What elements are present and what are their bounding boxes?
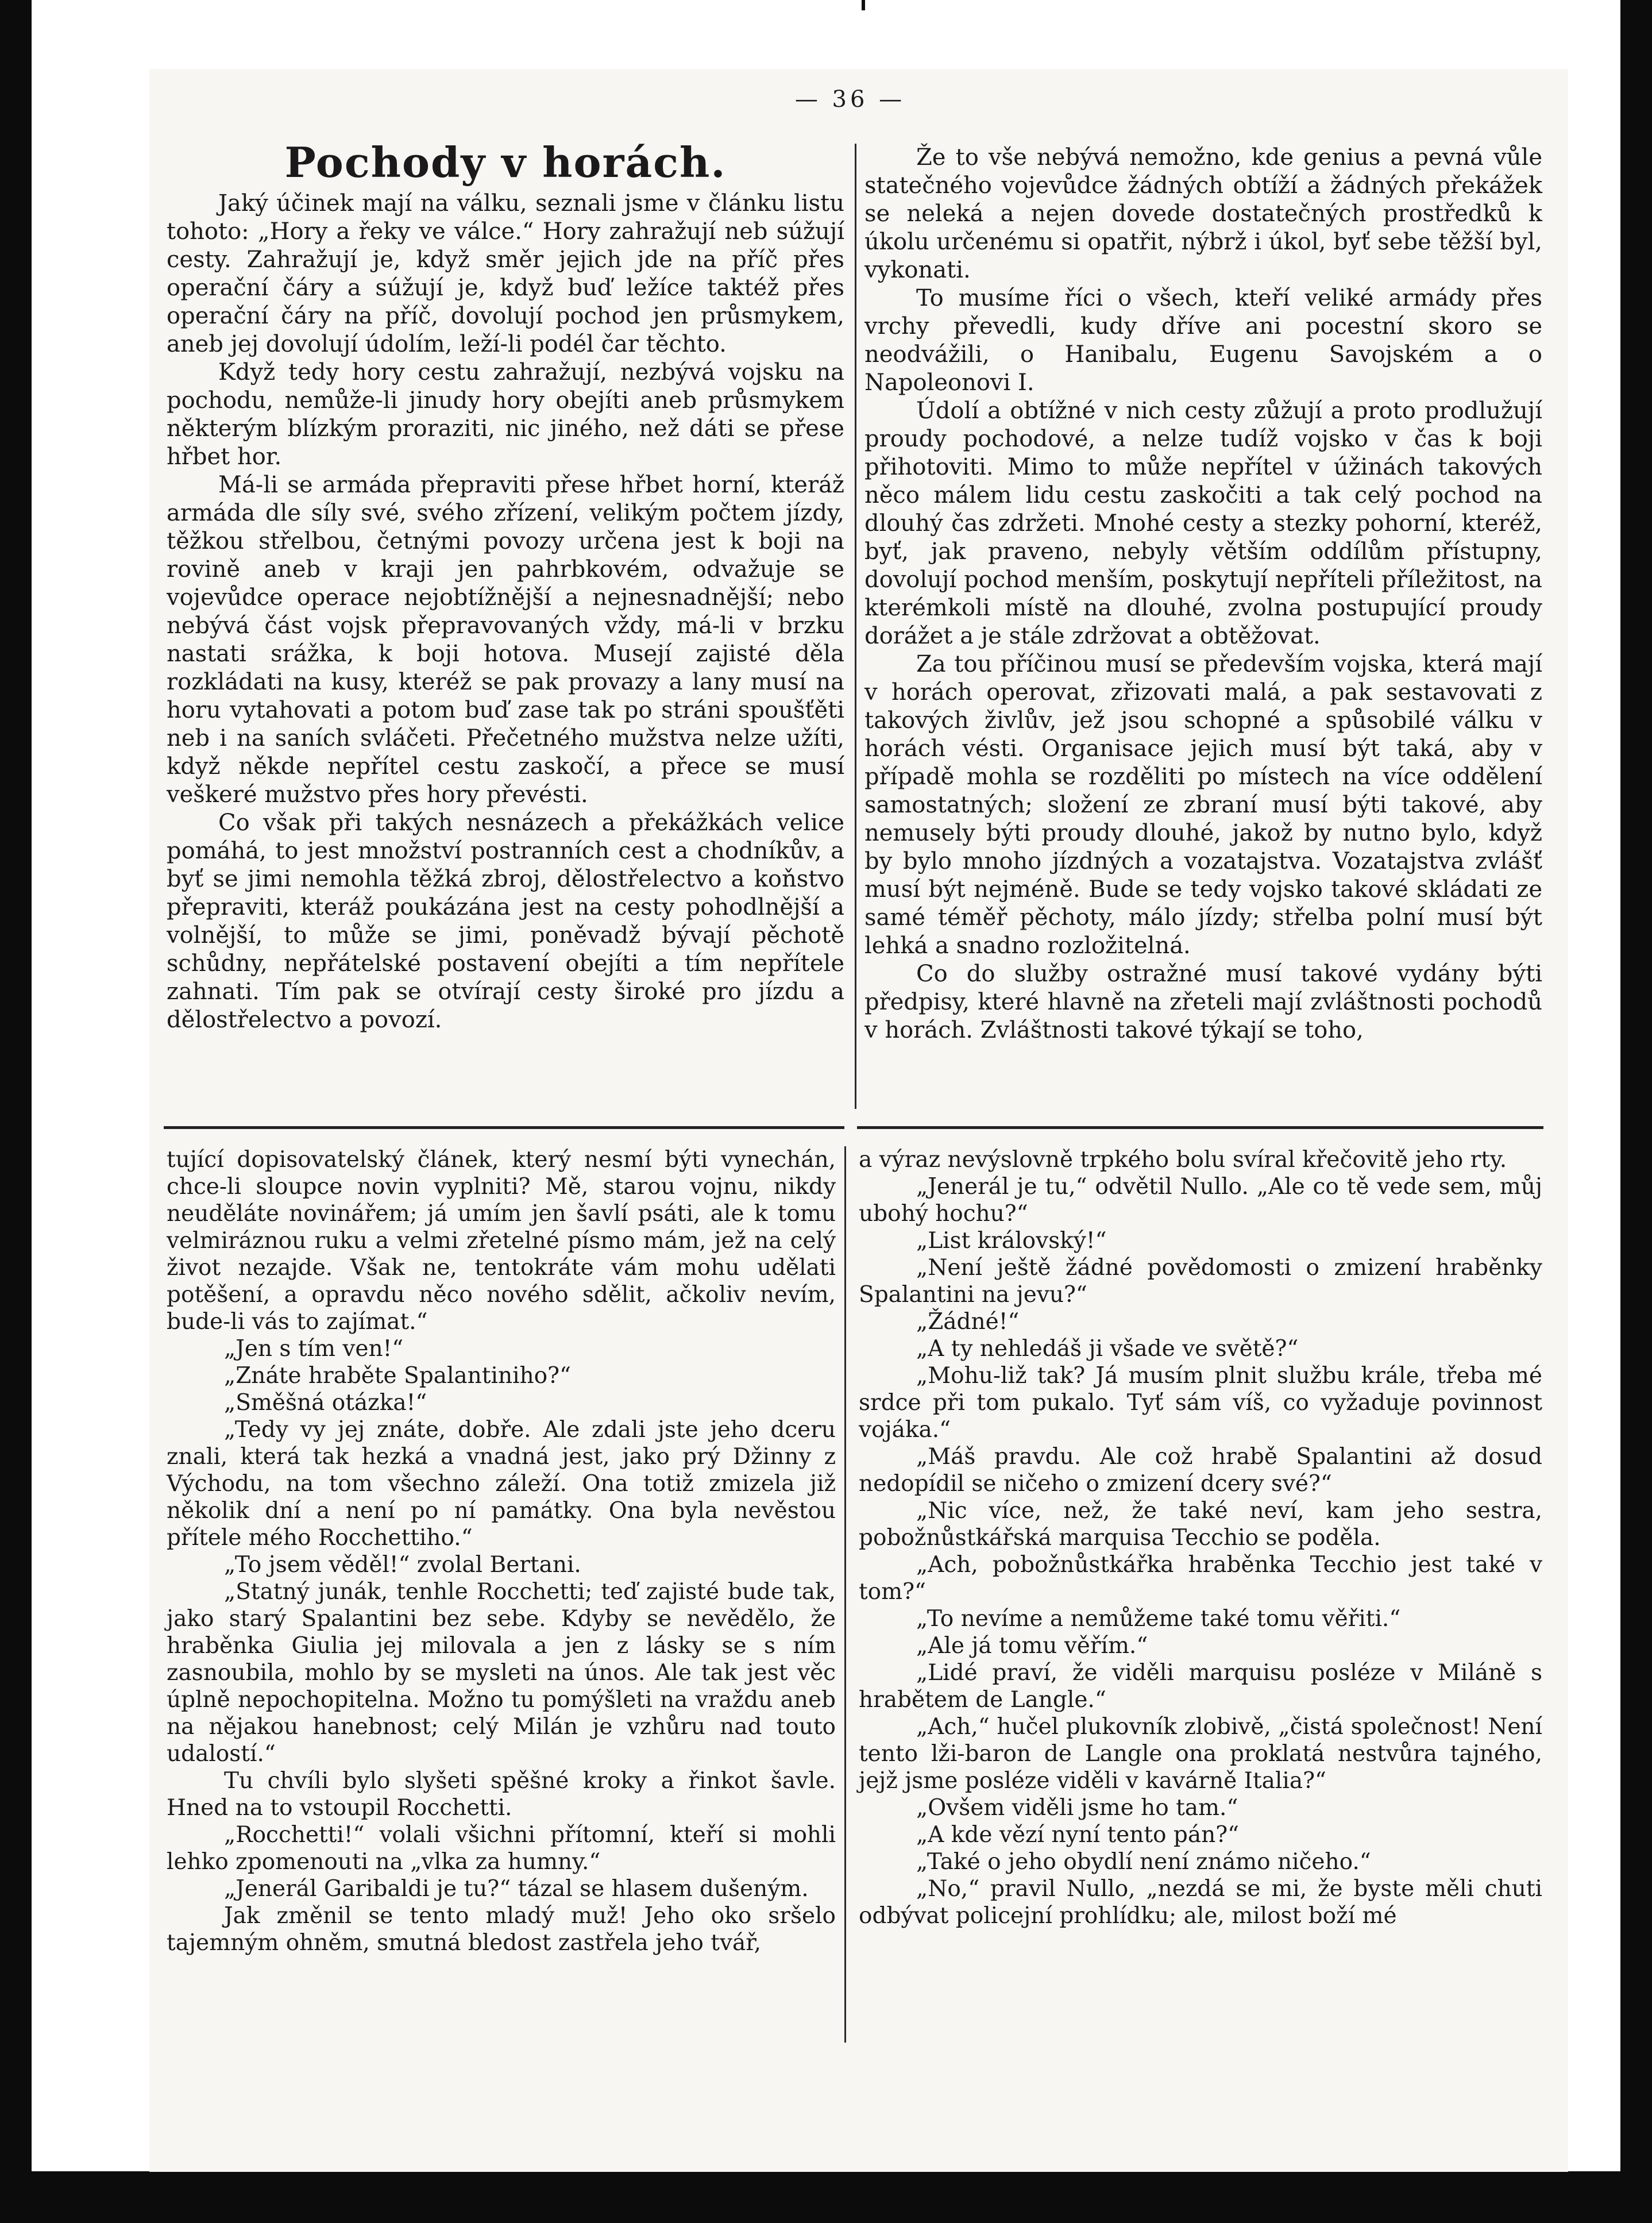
paragraph: „Ale já tomu věřím.“ [916, 1633, 1148, 1659]
scan-top-mark [862, 0, 865, 10]
scan-border-left [0, 0, 32, 2223]
column-rule-top [855, 144, 856, 1109]
column-rule-bottom [844, 1146, 846, 2043]
paragraph: „Ach,“ hučel plukovník zlobivě, „čistá společnost! Není tento lži-baron de Langle ona proklatá nestvůra tajného, jejž jsme posléze viděli v kavárně Italia?“ [859, 1714, 1542, 1794]
paragraph: „Není ještě žádné povědomosti o zmizení hraběnky Spalantini na jevu?“ [859, 1255, 1542, 1308]
paragraph: „A kde vězí nyní tento pán?“ [916, 1822, 1240, 1848]
feuilleton-column-left [167, 1146, 836, 1956]
page-number: — 36 — [794, 86, 906, 113]
article-column-right [864, 144, 1542, 1045]
paragraph: „No,“ pravil Nullo, „nezdá se mi, že byste měli chuti odbývat policejní prohlídku; ale, milost boží mé [859, 1876, 1542, 1929]
paragraph: Že to vše nebývá nemožno, kde genius a pevná vůle statečného vojevůdce žádných obtíží a žádných překážek se neleká a nejen dovede dostatečných prostředků k úkolu určenému si opatřit, nýbrž i úkol, byť sebe těžší byl, vykonati. [864, 144, 1542, 283]
paragraph: Za tou příčinou musí se především vojska, která mají v horách operovat, zřizovati malá, a pak sestavovati z takových živlův, jež jsou schopné a spůsobilé válku v horách vésti. Organisace jejich musí být taká, aby v případě mohla se rozděliti po místech na více oddělení samostatných; složení ze zbraní musí býti takové, aby nemusely býti proudy dlouhé, jakož by nutno bylo, když by bylo mnoho jízdných a vozatajstva. Vozatajstva zvlášť musí být nejméně. Bude se tedy vojsko takové skládati ze samé téměř pěchoty, málo jízdy; střelba polní musí být lehká a snadno rozložitelná. [864, 651, 1542, 959]
paragraph: „Nic více, než, že také neví, kam jeho sestra, pobožnůstkářská marquisa Tecchio se poděla. [859, 1498, 1542, 1551]
paragraph: Když tedy hory cestu zahražují, nezbývá vojsku na pochodu, nemůže-li jinudy hory obejíti aneb průsmykem některým blízkým proraziti, nic jiného, než dáti se přese hřbet hor. [167, 359, 844, 470]
scan-border-bottom [0, 2171, 1652, 2223]
scan-border-right [1620, 0, 1652, 2223]
paragraph: „To nevíme a nemůžeme také tomu věřiti.“ [916, 1606, 1401, 1632]
paragraph: „Ach, pobožnůstkářka hraběnka Tecchio jest také v tom?“ [859, 1552, 1542, 1605]
paragraph: Co do služby ostražné musí takové vydány býti předpisy, které hlavně na zřeteli mají zvláštnosti pochodů v horách. Zvláštnosti takové týkají se toho, [864, 961, 1542, 1043]
paragraph: „Jenerál Garibaldi je tu?“ tázal se hlasem dušeným. [224, 1876, 809, 1902]
paragraph: „Tedy vy jej znáte, dobře. Ale zdali jste jeho dceru znali, která tak hezká a vnadná jest, jako prý Džinny z Východu, na tom všechno záleží. Ona totiž zmizela již několik dní a není po ní památky. Ona byla nevěstou přítele mého Rocchettiho.“ [167, 1417, 836, 1551]
feuilleton-column-right [859, 1146, 1542, 1929]
paragraph: Má-li se armáda přepraviti přese hřbet horní, kteráž armáda dle síly své, svého zřízení, velikým počtem jízdy, těžkou střelbou, četnými povozy určena jest k boji na rovině aneb v kraji jen pahrbkovém, odvažuje se vojevůdce operace nejobtížnější a nejnesnadnější; nebo nebývá část vojsk přepravovaných vždy, má-li v brzku nastati srážka, k boji hotova. Musejí zajisté děla rozkládati na kusy, kteréž se pak provazy a lany musí na horu vytahovati a potom buď zase tak po stráni spoušťěti neb i na saních svláčeti. Přečetného mužstva nelze užíti, když někde nepřítel cestu zaskočí, a přece se musí veškeré mužstvo přes hory převésti. [167, 472, 844, 808]
paragraph: „Mohu-liž tak? Já musím plnit službu krále, třeba mé srdce při tom pukalo. Tyť sám víš, co vyžaduje povinnost vojáka.“ [859, 1363, 1542, 1443]
paragraph: „Statný junák, tenhle Rocchetti; teď zajisté bude tak, jako starý Spalantini bez sebe. Kdyby se nevědělo, že hraběnka Giulia jej milovala a jen z lásky se s ním zasnoubila, mohlo by se mysleti na únos. Ale tak jest věc úplně nepochopitelna. Možno tu pomýšleti na vraždu aneb na nějakou hanebnost; celý Milán je vzhůru nad touto udalostí.“ [167, 1579, 836, 1767]
paragraph: „To jsem věděl!“ zvolal Bertani. [224, 1552, 581, 1578]
paragraph: „Rocchetti!“ volali všichni přítomní, kteří si mohli lehko zpomenouti na „vlka za humny.“ [167, 1822, 836, 1875]
paragraph: „List královský!“ [916, 1228, 1107, 1254]
feuilleton-rule-right [857, 1126, 1543, 1129]
paragraph: „Jen s tím ven!“ [224, 1336, 404, 1362]
paragraph: Co však při takých nesnázech a překážkách velice pomáhá, to jest množství postranních cest a chodníkův, a byť se jimi nemohla těžká zbroj, dělostřelectvo a koňstvo přepraviti, kteráž poukázána jest na cesty pohodlnější a volnější, to může se jimi, poněvadž bývají pěchotě schůdny, nepřátelské postavení obejíti a tím nepřítele zahnati. Tím pak se otvírají cesty široké pro jízdu a dělostřelectvo a povozí. [167, 810, 844, 1033]
paragraph: „Žádné!“ [916, 1309, 1020, 1335]
article-column-left [167, 190, 844, 1034]
paragraph: Jaký účinek mají na válku, seznali jsme v článku listu tohoto: „Hory a řeky ve válce.“ Hory zahražují neb súžují cesty. Zahražují je, když směr jejich jde na příč přes operační čáry a súžují je, když buď ležíce taktéž přes operační čáry na příč, dovolují pochod jen průsmykem, aneb jej dovolují údolím, leží-li podél čar těchto. [167, 190, 844, 357]
paragraph: „Znáte hraběte Spalantiniho?“ [224, 1363, 571, 1389]
paragraph: To musíme říci o všech, kteří veliké armády přes vrchy převedli, kudy dříve ani pocestní skoro se neodvážili, o Hanibalu, Eugenu Savojském a o Napoleonovi I. [864, 285, 1542, 396]
paragraph: „Jenerál je tu,“ odvětil Nullo. „Ale co tě vede sem, můj ubohý hochu?“ [859, 1174, 1542, 1227]
paragraph: „Také o jeho obydlí není známo ničeho.“ [916, 1849, 1371, 1875]
paragraph: „Lidé praví, že viděli marquisu posléze v Miláně s hrabětem de Langle.“ [859, 1660, 1542, 1713]
paragraph: Údolí a obtížné v nich cesty zůžují a proto prodlužují proudy pochodové, a nelze tudíž vojsko v čas k boji přihotoviti. Mimo to může nepřítel v úžinách takových něco málem lidu cestu zaskočiti a tak celý pochod na dlouhý čas zdržeti. Mnohé cesty a stezky pohorní, kteréž, byť, jak praveno, nebyly větším oddílům přístupny, dovolují pochod menším, poskytují nepříteli příležitost, na kterémkoli místě na dlouhé, zvolna postupující proudy dorážet a je stále zdržovat a obtěžovat. [864, 398, 1542, 649]
paragraph: „A ty nehledáš ji všade ve světě?“ [916, 1336, 1299, 1362]
feuilleton-rule-left [164, 1126, 844, 1129]
article-title: Pochody v horách. [284, 138, 727, 187]
paragraph: Tu chvíli bylo slyšeti spěšné kroky a řinkot šavle. Hned na to vstoupil Rocchetti. [167, 1768, 836, 1821]
paragraph: Jak změnil se tento mladý muž! Jeho oko sršelo tajemným ohněm, smutná bledost zastřela jeho tvář, [167, 1903, 836, 1956]
paragraph: „Směšná otázka!“ [224, 1390, 427, 1416]
paragraph: a výraz nevýslovně trpkého bolu svíral křečovitě jeho rty. [859, 1147, 1507, 1173]
paragraph: „Máš pravdu. Ale což hrabě Spalantini až dosud nedopídil se ničeho o zmizení dcery své?“ [859, 1444, 1542, 1497]
paragraph: „Ovšem viděli jsme ho tam.“ [916, 1795, 1238, 1821]
paragraph: tující dopisovatelský článek, který nesmí býti vynechán, chce-li sloupce novin vyplniti? Mě, starou vojnu, nikdy neuděláte novinářem; já umím jen šavlí psáti, ale k tomu velmiráznou ruku a velmi zřetelné písmo mám, jež na celý život nezajde. Však ne, tentokráte vám mohu udělati potěšení, a opravdu něco nového sdělit, ačkoliv nevím, bude-li vás to zajímat.“ [167, 1147, 836, 1335]
